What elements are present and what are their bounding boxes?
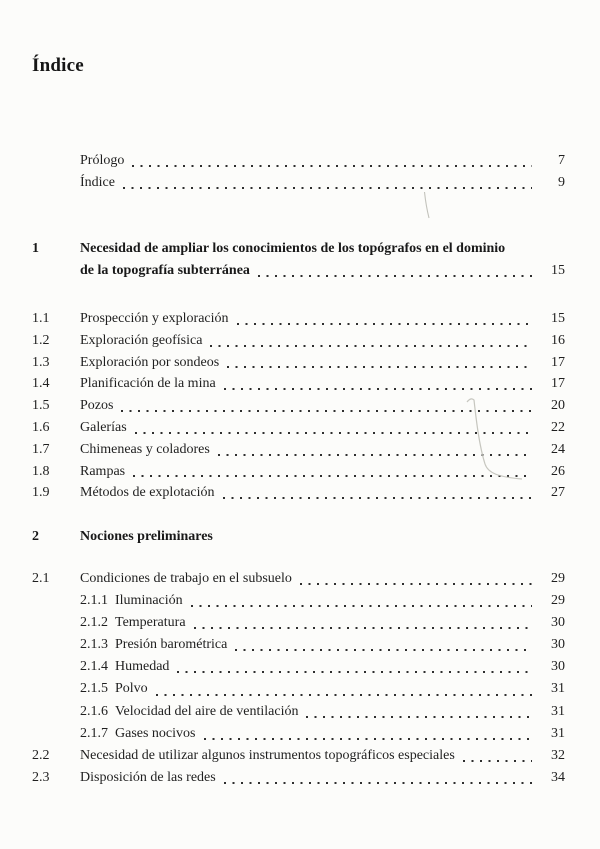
toc-entry [80,172,565,194]
entry-label: Condiciones de trabajo en el subsuelo [80,571,292,586]
entry-number: 1.4 [32,376,50,392]
toc-subentry [32,656,565,678]
entry-number: 1.1 [32,311,50,326]
entry-label: Temperatura [115,615,186,631]
entry-number: 2.1.2 [80,615,108,631]
entry-page: 30 [551,659,565,675]
entry-page: 7 [558,153,565,168]
toc-entry [32,482,565,504]
dot-leader [292,568,539,590]
entry-label: Planificación de la mina [80,376,216,392]
toc-entry [32,767,565,789]
entry-label: Exploración geofísica [80,332,203,348]
section-entry-list [32,308,565,504]
entry-number: 2.1 [32,571,50,586]
entry-number: 2.3 [32,769,50,785]
dot-leader [215,482,539,504]
toc-entry [32,308,565,330]
entry-page: 26 [551,463,565,479]
entry-number: 2.1.1 [80,593,108,609]
entry-number: 2.1.5 [80,681,108,697]
toc-subentry [32,723,565,745]
entry-number: 1.8 [32,463,50,479]
entry-number: 1.3 [32,354,50,370]
dot-leader [219,352,539,374]
dot-leader [298,701,539,723]
dot-leader [210,439,539,461]
section-entry-list [32,568,565,789]
section-number: 2 [32,529,39,544]
dot-leader [229,308,539,330]
toc-subentry [32,634,565,656]
entry-label: Prospección y exploración [80,311,229,326]
entry-number: 2.1.3 [80,637,108,653]
entry-number: 2.2 [32,747,50,763]
entry-label: Métodos de explotación [80,485,215,501]
section-title: Nociones preliminares [80,529,213,544]
dot-leader [227,634,539,656]
toc-subentry [32,612,565,634]
entry-label: Índice [80,175,115,190]
dot-leader [216,767,539,789]
entry-label: Prólogo [80,153,125,168]
toc-subentry [32,701,565,723]
toc-entry [32,439,565,461]
toc-entry [80,150,565,172]
entry-page: 31 [551,725,565,741]
toc-entry [32,461,565,483]
entry-label: Disposición de las redes [80,769,216,785]
dot-leader [202,330,539,352]
entry-page: 9 [558,175,565,190]
entry-page: 20 [551,398,565,414]
entry-page: 24 [551,441,565,457]
front-matter-list [80,150,565,194]
entry-label: Gases nocivos [115,725,196,741]
dot-leader [216,373,539,395]
entry-number: 1.9 [32,485,50,501]
dot-leader [127,417,539,439]
entry-page: 31 [551,681,565,697]
entry-page: 17 [551,376,565,392]
dot-leader [186,612,539,634]
entry-label: Polvo [115,681,148,697]
entry-page: 22 [551,419,565,435]
entry-label: Pozos [80,398,114,414]
dot-leader [169,656,539,678]
section-heading [32,238,565,282]
entry-label: Velocidad del aire de ventilación [115,703,299,719]
entry-page: 16 [551,332,565,348]
entry-page: 29 [551,571,565,586]
entry-page: 17 [551,354,565,370]
section-title-line1: Necesidad de ampliar los conocimientos de los topógrafos en el dominio [80,241,506,256]
dot-leader [183,590,539,612]
toc-entry [32,568,565,590]
entry-page: 15 [551,311,565,326]
section-title-line2: de la topografía subterránea [80,263,250,278]
dot-leader [250,260,539,282]
section-number: 1 [32,241,39,256]
toc-subentry [32,678,565,700]
entry-number: 2.1.4 [80,659,108,675]
entry-page: 34 [551,769,565,785]
entry-label: Necesidad de utilizar algunos instrumentos topográficos especiales [80,747,455,763]
toc-entry [32,352,565,374]
entry-number: 1.5 [32,398,50,414]
dot-leader [196,723,540,745]
entry-label: Iluminación [115,593,183,609]
dot-leader [148,678,539,700]
toc-entry [32,330,565,352]
entry-number: 2.1.7 [80,725,108,741]
entry-page: 32 [551,747,565,763]
dot-leader [124,150,539,172]
dot-leader [455,745,539,767]
dot-leader [125,461,539,483]
entry-label: Exploración por sondeos [80,354,220,370]
entry-page: 31 [551,703,565,719]
dot-leader [115,172,539,194]
entry-label: Presión barométrica [115,637,228,653]
entry-page: 30 [551,637,565,653]
entry-number: 1.7 [32,441,50,457]
entry-label: Galerías [80,419,127,435]
toc-entry [32,417,565,439]
entry-page: 29 [551,593,565,609]
entry-page: 30 [551,615,565,631]
entry-page: 15 [551,263,565,278]
page-title: Índice [32,55,84,76]
dot-leader [113,395,539,417]
entry-page: 27 [551,485,565,501]
toc-entry [32,395,565,417]
entry-label: Chimeneas y coladores [80,441,210,457]
entry-number: 1.2 [32,332,50,348]
entry-number: 2.1.6 [80,703,108,719]
entry-number: 1.6 [32,419,50,435]
toc-entry [32,373,565,395]
scan-hairline-1 [425,192,430,218]
entry-label: Rampas [80,463,126,479]
section-heading [32,526,565,548]
toc-entry [32,745,565,767]
entry-label: Humedad [115,659,170,675]
toc-subentry [32,590,565,612]
